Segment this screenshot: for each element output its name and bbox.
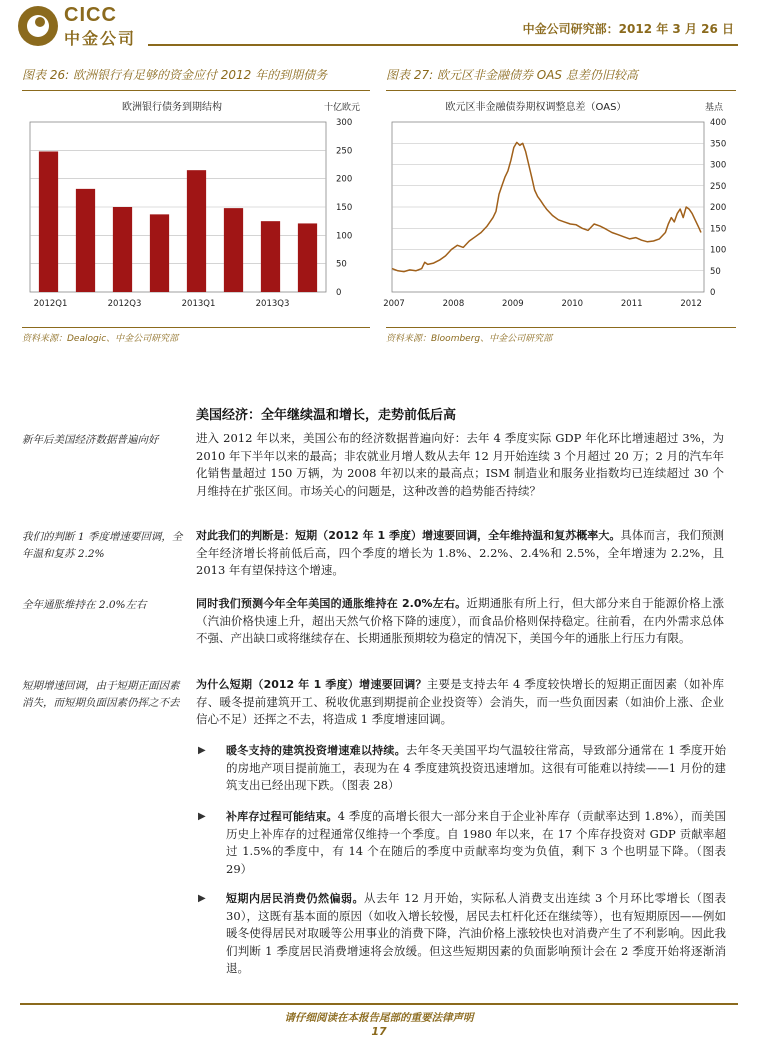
paragraph-text: 近期通胀有所上行，但大部分来自于能源价格上涨（汽油价格快速上升，超出天然气价格下降的速度），而食品价格则保持稳定。往前看，在内外需求总体不强、产出缺口或将继续存在、长期通胀预期较为稳定的情况下，美国今年的通胀上行压力有限。: [196, 596, 724, 645]
cicc-logo: [18, 4, 148, 48]
paragraph-text: 具体而言，我们预测全年经济增长将前低后高，四个季度的增长为 1.8%、2.2%、2.4%和 2.5%，全年增速为 2.2%，且 2013 年有望保持这个增速。: [196, 528, 724, 577]
chart2-ytick-label: 300: [710, 160, 727, 171]
cicc-logo-mark-icon: [18, 6, 58, 46]
logo-cn-text: 中金公司: [64, 29, 137, 48]
chart2-xtick-label: 2011: [620, 299, 643, 309]
paragraph-text: 主要是支持去年 4 季度较快增长的短期正面因素（如补库存、暖冬提前建筑开工、税收优惠到期提前企业投资等）会消失，而一些负面因素（如油价上涨、企业信心不足）还挥之不去，将造成 1 季度增速回调。: [196, 677, 725, 726]
side-note: 新年后美国经济数据普遍向好: [22, 434, 159, 446]
chart1-xtick-label: 2013Q3: [255, 299, 290, 309]
chart2-ytick-label: 250: [710, 181, 727, 192]
paragraph: [196, 595, 724, 648]
paragraph-lead: 为什么短期（2012 年 1 季度）增速要回调？: [196, 678, 427, 691]
bullet-item: [198, 742, 726, 795]
chart1-ytick-label: 50: [336, 259, 347, 270]
chart1-ytick-label: 250: [336, 146, 353, 157]
report-date-header: 中金公司研究部：2012 年 3 月 26 日: [522, 22, 734, 36]
chart2-ytick-label: 100: [710, 245, 727, 256]
paragraph-lead: 同时我们预测今年全年美国的通胀维持在 2.0%左右。: [196, 597, 467, 610]
bullet-text: 4 季度的高增长很大一部分来自于企业补库存（贡献率达到 1.8%），而美国历史上补库存的过程通常仅维持一个季度。自 1980 年以来，在 17 个库存投资对 GDP 贡献率超过 1.5%的季度中，有 14 个在随后的季度中贡献率均变为负值，剩下 3 个也明显下降。（图表 29）: [226, 809, 727, 876]
chart1-xtick-label: 2013Q1: [181, 299, 216, 309]
chart1-xtick-label: 2012Q3: [107, 299, 142, 309]
chart1-bar: [224, 208, 243, 292]
chart1-bar: [261, 221, 280, 292]
bullet-text: 从去年 12 月开始，实际私人消费支出连续 3 个月环比零增长（图表 30），这既有基本面的原因（如收入增长较慢，居民去杠杆化还在继续等），也有短期原因——例如暖冬使得居民对取暖等公用事业的消费下降，汽油价格上涨较快也对消费产生了不利影响。因此我们判断 1 季度居民消费增速将会放缓。但这些短期因素的负面影响预计会在 2 季度开始将逐渐消退。: [226, 891, 726, 975]
bullet-lead: 暖冬支持的建筑投资增速难以持续。: [226, 744, 406, 757]
header-divider: [148, 44, 738, 46]
paragraph: [196, 676, 724, 729]
bullet-lead: 补库存过程可能结束。: [226, 810, 338, 823]
chart1-ytick-label: 0: [336, 288, 342, 298]
chart2-ytick-label: 200: [710, 203, 727, 213]
bullet-text: 去年冬天美国平均气温较往常高，导致部分通常在 1 季度开始的房地产项目提前施工，表现为在 4 季度建筑投资迅速增加。这很有可能难以持续——1 月份的建筑支出已经出现下跌。（图表 28）: [226, 743, 726, 792]
chart1-title: 欧洲银行债务到期结构: [122, 102, 222, 113]
paragraph: [196, 430, 724, 500]
chart1-bar: [187, 170, 206, 292]
bullet-lead: 短期内居民消费仍然偏弱。: [226, 892, 364, 905]
side-note: 全年通胀维持在 2.0%左右: [22, 599, 147, 611]
chart2-title: 欧元区非金融债券期权调整息差（OAS）: [445, 102, 627, 113]
chart1-bar: [39, 151, 58, 292]
bullet-item: [198, 808, 726, 878]
bullet-item: [198, 890, 726, 978]
chart1-bar: [113, 207, 132, 292]
figure-27-top-rule: [386, 90, 736, 91]
chart2-ytick-label: 50: [710, 266, 721, 277]
side-note: 我们的判断 1 季度增速要回调，全年温和复苏 2.2%: [22, 531, 183, 560]
footer-divider: [20, 1003, 738, 1005]
chart1-bar: [298, 223, 317, 292]
page-number: 17: [371, 1025, 387, 1038]
chart2-xtick-label: 2012: [680, 299, 702, 309]
bullet-arrow-icon: ▶: [198, 811, 206, 822]
figure-27-bottom-rule: [386, 327, 736, 328]
chart1-ytick-label: 300: [336, 118, 353, 128]
figure-26-bottom-rule: [22, 327, 370, 328]
side-note: 短期增速回调，由于短期正面因素消失，而短期负面因素仍挥之不去: [22, 680, 180, 709]
footer-disclaimer: 请仔细阅读在本报告尾部的重要法律声明: [284, 1012, 474, 1024]
chart2-ytick-label: 350: [710, 139, 727, 150]
bullet-arrow-icon: ▶: [198, 745, 206, 756]
figure-26-source: 资料来源：Dealogic、中金公司研究部: [22, 334, 179, 344]
chart2-ylabel: 基点: [704, 103, 724, 113]
chart1-ylabel: 十亿欧元: [323, 103, 361, 113]
section-title: 美国经济：全年继续温和增长，走势前低后高: [196, 408, 457, 423]
chart1-bar: [76, 189, 95, 292]
chart2-ytick-label: 400: [710, 118, 727, 128]
chart2-xtick-label: 2010: [561, 299, 584, 309]
paragraph-text: 进入 2012 年以来，美国公布的经济数据普遍向好：去年 4 季度实际 GDP 年化环比增速超过 3%，为 2010 年下半年以来的最高；非农就业月增人数从去年 12 月开始连续 3 个月超过 20 万；2 月的汽车年化销售量超过 150 万辆，为 2008 年初以来的最高点；ISM 制造业和服务业指数均已连续超过 30 个月维持在扩张区间。市场关心的问题是，这种改善的趋势能否持续？: [196, 431, 724, 498]
figure-27-source: 资料来源：Bloomberg、中金公司研究部: [386, 334, 553, 344]
chart1-ytick-label: 200: [336, 174, 353, 185]
chart2-xtick-label: 2007: [383, 299, 405, 309]
chart2-ytick-label: 150: [710, 224, 727, 235]
chart2-ytick-label: 0: [710, 288, 716, 298]
logo-en-text: CICC: [64, 4, 117, 26]
chart1-ytick-label: 150: [336, 203, 353, 213]
chart2-xtick-label: 2009: [502, 299, 524, 309]
figure-26-caption: 图表 26: 欧洲银行有足够的资金应付 2012 年的到期债务: [22, 68, 328, 82]
chart2-xtick-label: 2008: [442, 299, 465, 309]
figure-27-caption: 图表 27: 欧元区非金融债券 OAS 息差仍旧较高: [386, 68, 638, 82]
chart1-ytick-label: 100: [336, 231, 353, 242]
chart1-bar: [150, 214, 169, 292]
figure-26-top-rule: [22, 90, 370, 91]
chart1-xtick-label: 2012Q1: [33, 299, 68, 309]
bank-debt-maturity-bar-chart: [22, 96, 370, 322]
bullet-arrow-icon: ▶: [198, 893, 206, 904]
oas-spread-line-chart: [383, 96, 736, 322]
paragraph-lead: 对此我们的判断是：短期（2012 年 1 季度）增速要回调，全年维持温和复苏概率大。: [196, 529, 621, 542]
paragraph: [196, 527, 724, 580]
